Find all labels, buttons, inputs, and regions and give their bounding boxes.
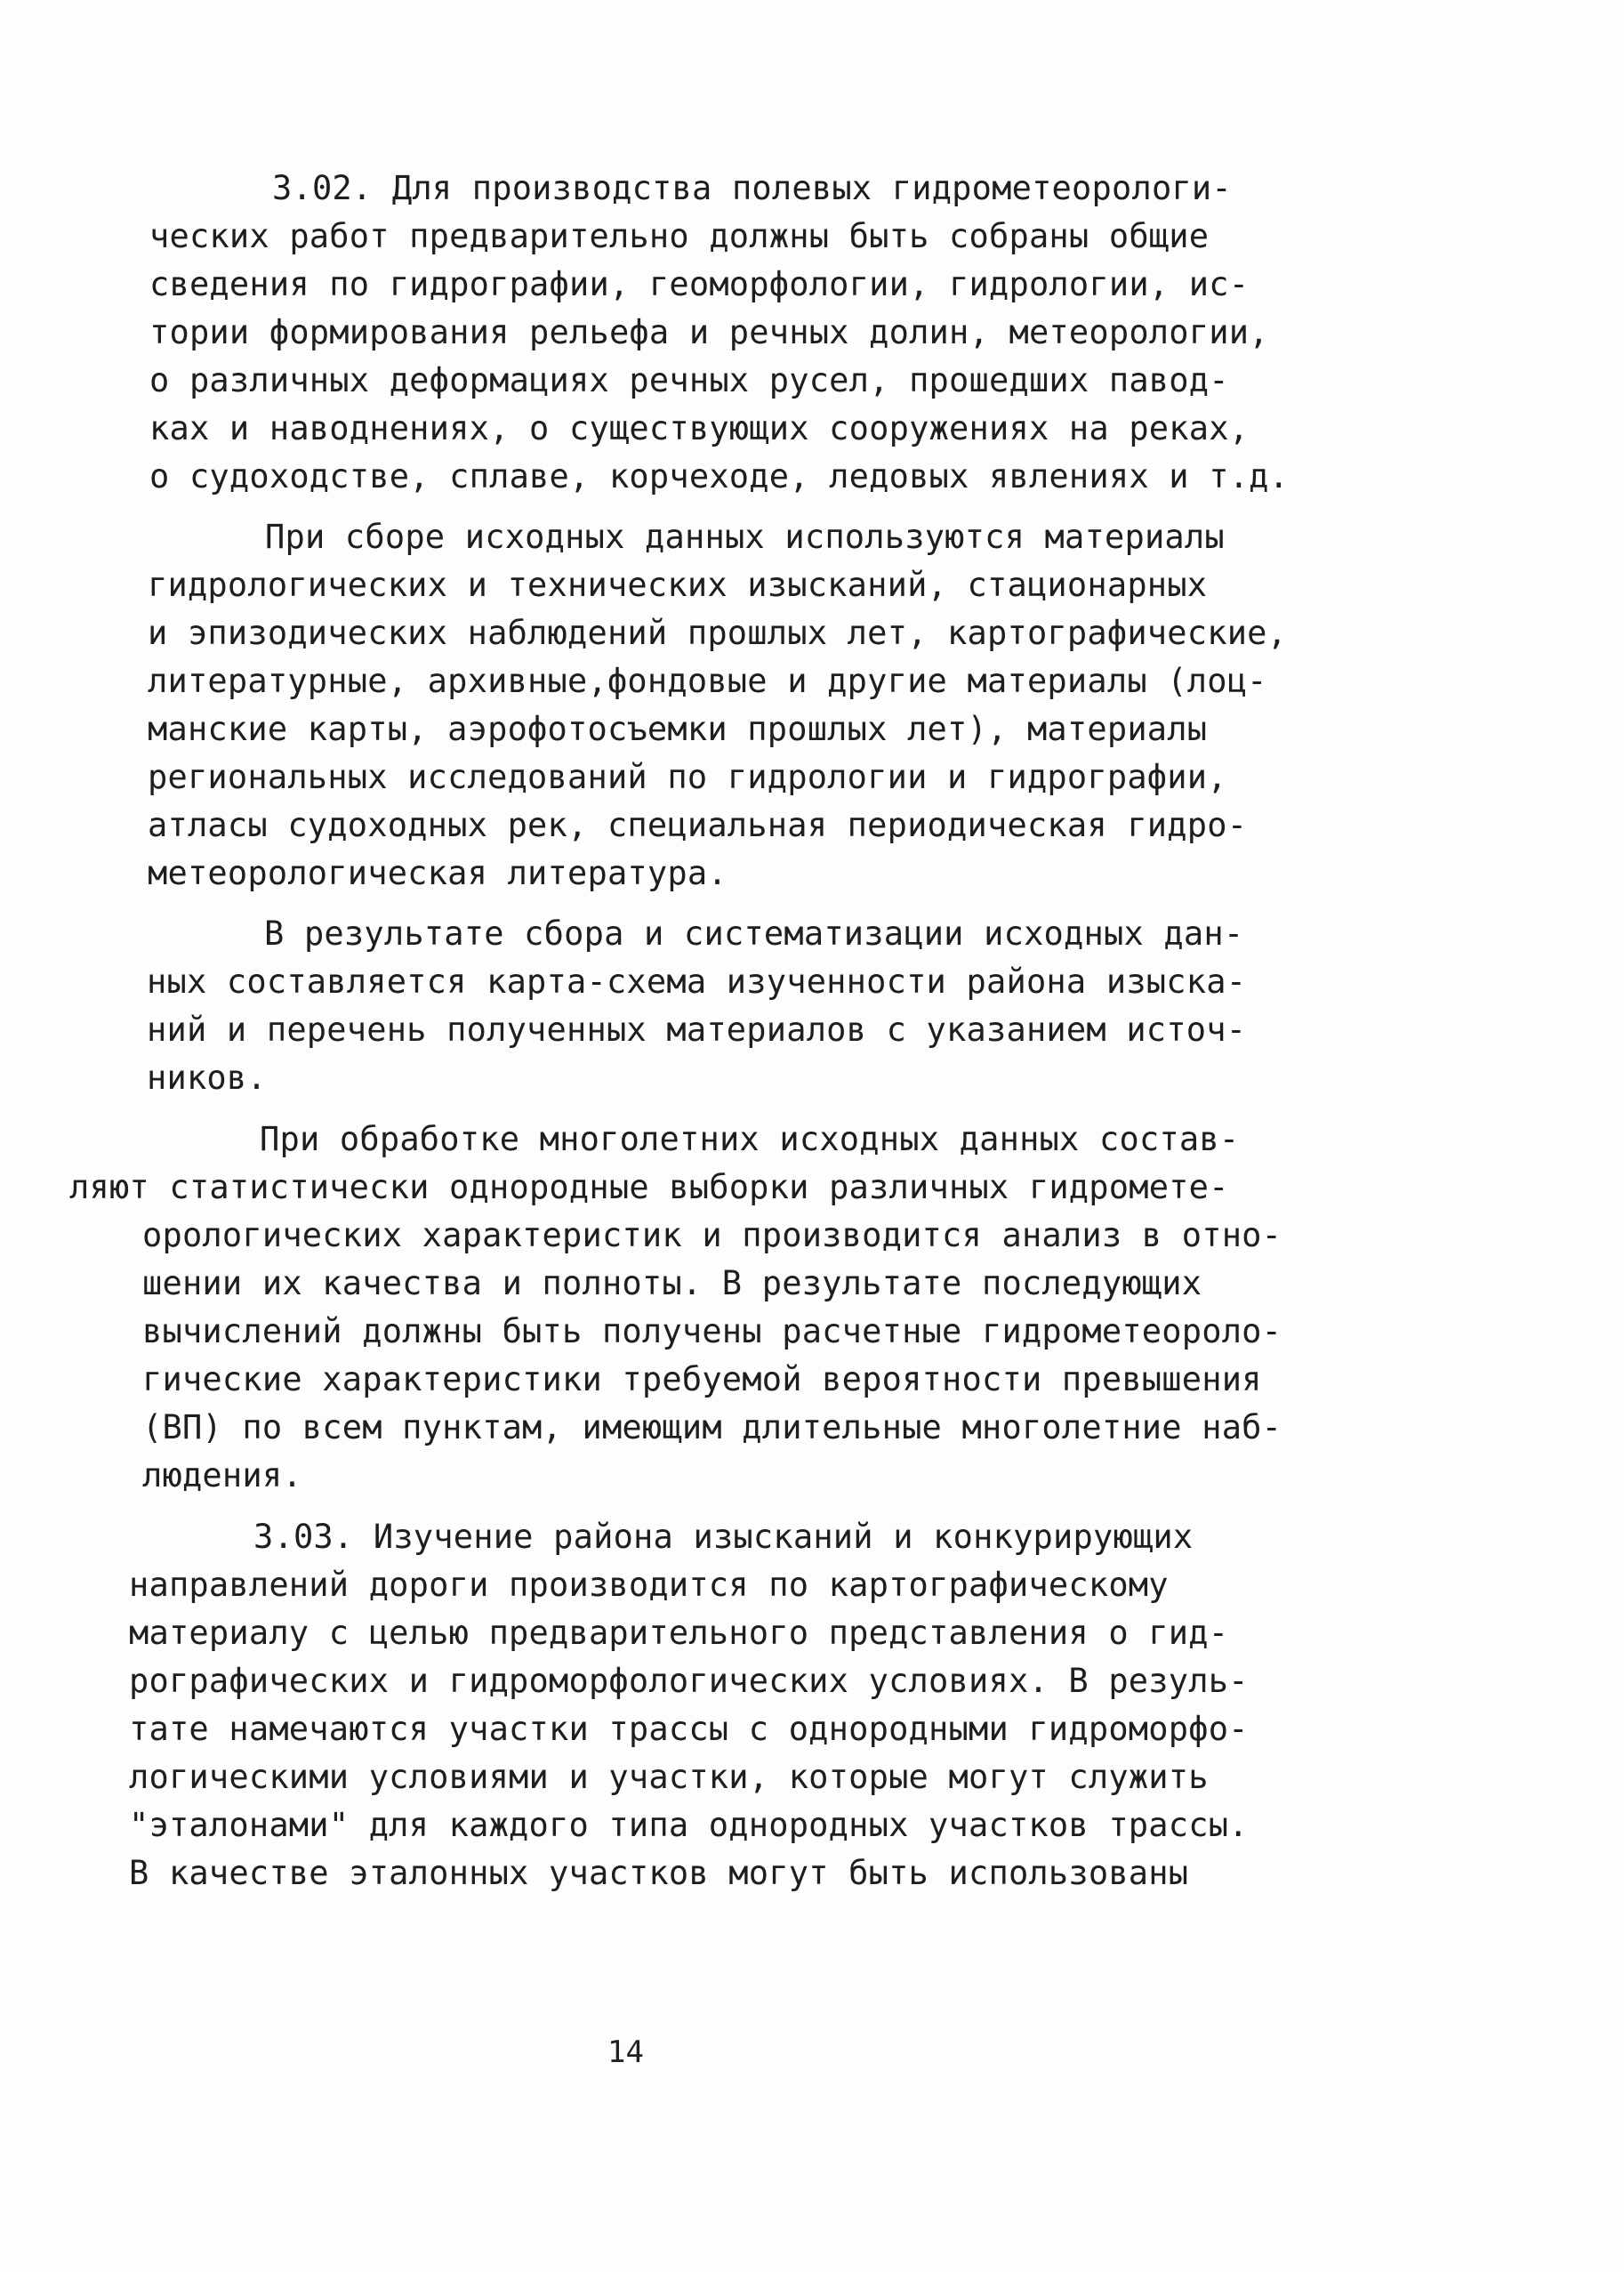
text-line: ных составляется карта-схема изученности района изыска- [147,963,1247,1001]
page-number: 14 [607,2034,644,2070]
text-line: тате намечаются участки трассы с однородными гидроморфо- [129,1710,1249,1748]
text-line: вычислений должны быть получены расчетные гидрометеороло- [142,1312,1282,1350]
text-line: При сборе исходных данных используются материалы [265,518,1225,556]
text-line: ческих работ предварительно должны быть собраны общие [149,217,1210,255]
text-line: ляют статистически однородные выборки различных гидромете- [69,1168,1229,1206]
text-line: 3.02. Для производства полевых гидрометеорологи- [272,169,1232,207]
text-line: (ВП) по всем пунктам, имеющим длительные многолетние наб- [142,1408,1282,1446]
text-line: орологических характеристик и производится анализ в отно- [142,1216,1282,1254]
text-line: и эпизодических наблюдений прошлых лет, картографические, [148,614,1288,652]
text-line: направлений дороги производится по картографическому [129,1566,1169,1604]
text-line: литературные, архивные,фондовые и другие материалы (лоц- [148,662,1267,700]
text-line: гидрологических и технических изысканий, стационарных [148,566,1208,604]
text-line: сведения по гидрографии, геоморфологии, гидрологии, ис- [149,265,1250,303]
text-line: о судоходстве, сплаве, корчеходе, ледовых явлениях и т.д. [149,457,1290,495]
text-line: ников. [147,1059,267,1097]
text-line: манские карты, аэрофотосъемки прошлых лет), материалы [148,710,1208,748]
text-line: о различных деформациях речных русел, прошедших павод- [149,361,1229,399]
text-line: В качестве эталонных участков могут быть использованы [129,1854,1189,1892]
text-line: 3.03. Изучение района изысканий и конкурирующих [253,1518,1194,1556]
text-line: рографических и гидроморфологических условиях. В резуль- [129,1662,1249,1700]
text-line: людения. [142,1456,302,1495]
text-line: В результате сбора и систематизации исходных дан- [264,914,1244,953]
text-line: шении их качества и полноты. В результате последующих [142,1264,1202,1302]
text-line: ках и наводнениях, о существующих сооружениях на реках, [149,409,1250,447]
text-line: ний и перечень полученных материалов с указанием источ- [147,1011,1247,1049]
text-line: тории формирования рельефа и речных долин, метеорологии, [149,313,1269,351]
text-line: метеорологическая литература. [148,854,728,892]
text-line: материалу с целью предварительного представления о гид- [129,1614,1229,1652]
text-line: логическими условиями и участки, которые могут служить [129,1758,1209,1796]
text-line: гические характеристики требуемой вероятности превышения [142,1360,1262,1398]
text-line: региональных исследований по гидрологии и гидрографии, [148,758,1227,796]
text-line: При обработке многолетних исходных данных состав- [260,1120,1240,1158]
text-line: "эталонами" для каждого типа однородных участков трассы. [129,1806,1249,1844]
text-line: атласы судоходных рек, специальная периодическая гидро- [148,806,1248,844]
